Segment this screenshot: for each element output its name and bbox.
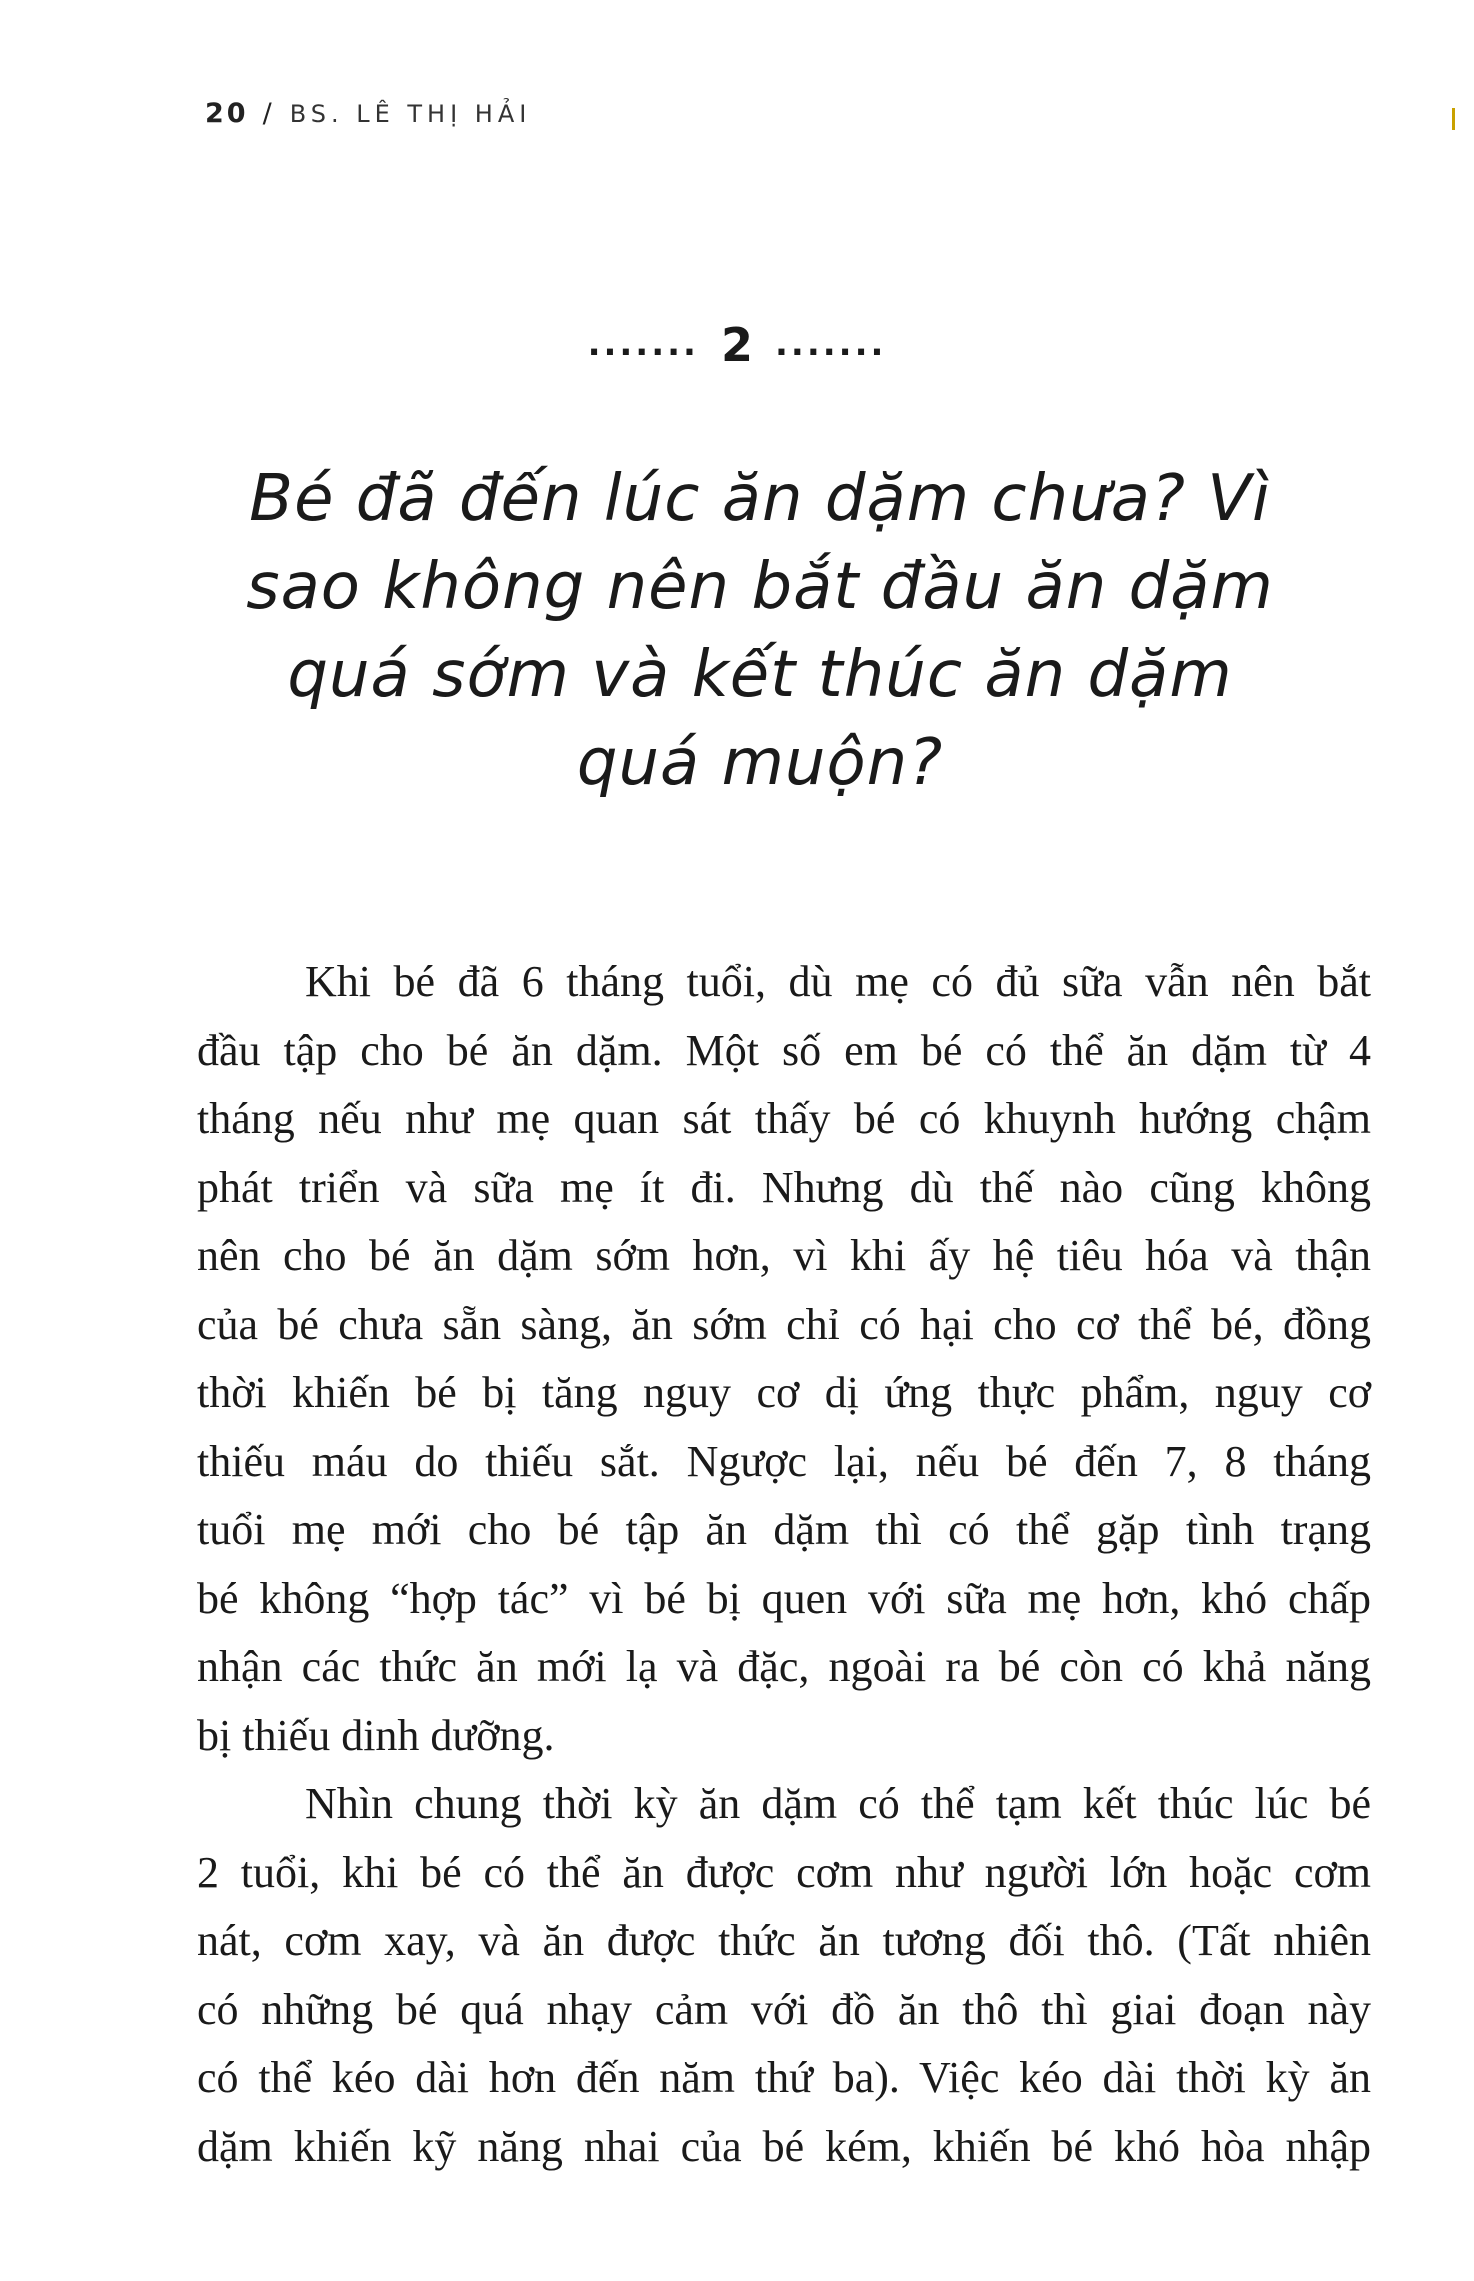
text-line: của bé chưa sẵn sàng, ăn sớm chỉ có hại cho cơ thể bé, đồng <box>197 1299 1371 1349</box>
text-line: đầu tập cho bé ăn dặm. Một số em bé có thể ăn dặm từ 4 <box>197 1025 1371 1075</box>
text-line: tuổi mẹ mới cho bé tập ăn dặm thì có thể gặp tình trạng <box>197 1505 1371 1554</box>
text-line: bé không “hợp tác” vì bé bị quen với sữa mẹ hơn, khó chấp <box>197 1573 1371 1623</box>
chapter-marker <box>0 318 1474 372</box>
text-line: có thể kéo dài hơn đến năm thứ ba). Việc kéo dài thời kỳ ăn <box>197 2053 1371 2102</box>
chapter-title-line: Bé đã đến lúc ăn dặm chưa? Vì <box>249 462 1271 536</box>
margin-mark <box>1452 108 1455 130</box>
paragraph-2 <box>197 1770 1371 2181</box>
chapter-title-line: quá sớm và kết thúc ăn dặm <box>287 638 1233 712</box>
text-line: tháng nếu như mẹ quan sát thấy bé có khuynh hướng chậm <box>197 1094 1371 1143</box>
chapter-dots-left: ....... <box>587 324 699 364</box>
header-separator: / <box>262 98 276 129</box>
chapter-number: 2 <box>720 318 753 372</box>
page-number: 20 <box>205 98 249 129</box>
text-line: dặm khiến kỹ năng nhai của bé kém, khiến bé khó hòa nhập <box>197 2121 1371 2171</box>
text-line: có những bé quá nhạy cảm với đồ ăn thô thì giai đoạn này <box>197 1984 1371 2034</box>
chapter-title-line: quá muộn? <box>576 726 944 800</box>
text-line: 2 tuổi, khi bé có thể ăn được cơm như người lớn hoặc cơm <box>197 1847 1371 1897</box>
running-header <box>205 98 531 129</box>
text-line: phát triển và sữa mẹ ít đi. Nhưng dù thế nào cũng không <box>197 1162 1371 1212</box>
paragraph-1 <box>197 948 1371 1770</box>
chapter-title-line: sao không nên bắt đầu ăn dặm <box>246 550 1274 624</box>
header-author: BS. LÊ THỊ HẢI <box>289 100 532 128</box>
chapter-dots-right: ....... <box>775 324 887 364</box>
text-line: thời khiến bé bị tăng nguy cơ dị ứng thực phẩm, nguy cơ <box>197 1368 1371 1417</box>
text-line: Nhìn chung thời kỳ ăn dặm có thể tạm kết thúc lúc bé <box>305 1779 1371 1828</box>
text-line: bị thiếu dinh dưỡng. <box>197 1710 555 1760</box>
text-line: nát, cơm xay, và ăn được thức ăn tương đối thô. (Tất nhiên <box>197 1916 1371 1965</box>
body-text <box>197 948 1371 2181</box>
text-line: thiếu máu do thiếu sắt. Ngược lại, nếu bé đến 7, 8 tháng <box>197 1436 1371 1486</box>
text-line: Khi bé đã 6 tháng tuổi, dù mẹ có đủ sữa vẫn nên bắt <box>305 957 1371 1006</box>
text-line: nhận các thức ăn mới lạ và đặc, ngoài ra bé còn có khả năng <box>197 1642 1371 1691</box>
chapter-title <box>180 455 1340 807</box>
text-line: nên cho bé ăn dặm sớm hơn, vì khi ấy hệ tiêu hóa và thận <box>197 1231 1371 1280</box>
